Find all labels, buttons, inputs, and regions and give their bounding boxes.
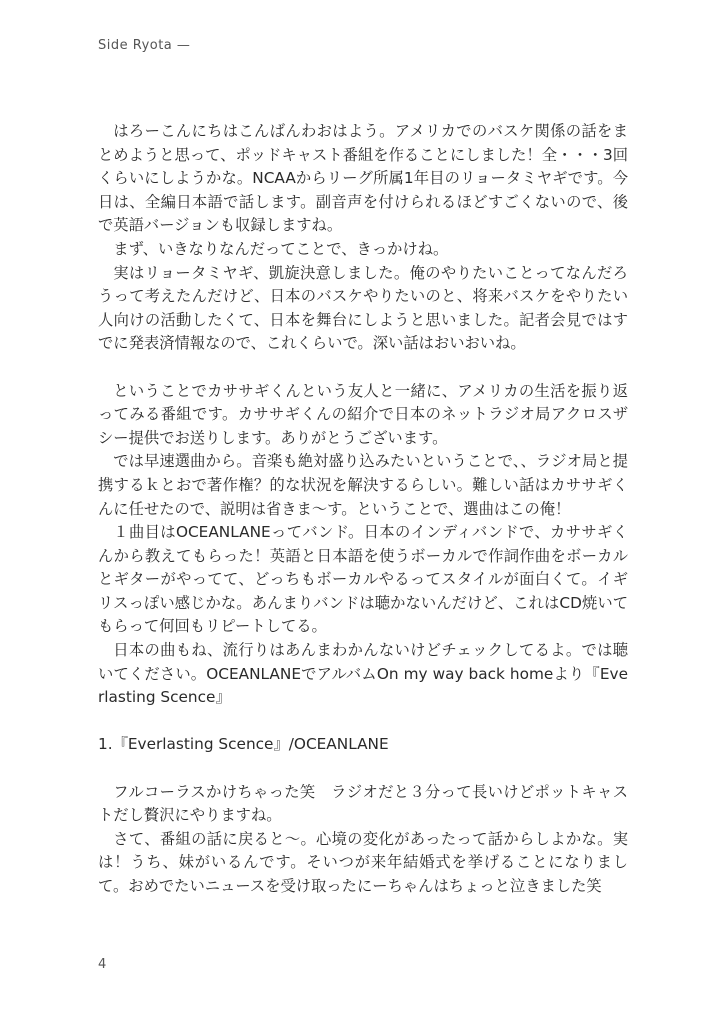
paragraph-sister: さて、番組の話に戻ると〜。心境の変化があったって話からしよかな。実は！うち、妹がいるんです。そいつが来年結婚式を挙げることになりまして。おめでたいニュースを受け取ったにーちゃんはちょっと泣きました笑 xyxy=(98,829,628,895)
paragraph-listen: 日本の曲もね、流行りはあんまわかんないけどチェックしてるよ。では聴いてください。OCEANLANEでアルバムOn my way back homeより『Everlasting Scence』 xyxy=(98,641,628,707)
paragraph-full-chorus: フルコーラスかけちゃった笑 ラジオだと３分って長いけどポットキャストだし贅沢にやりますね。 xyxy=(98,782,628,825)
paragraph-first-song: １曲目はOCEANLANEってバンド。日本のインディバンドで、カササギくんから教えてもらった！英語と日本語を使うボーカルで作詞作曲をボーカルとギターがやってて、どっちもボーカルやるってスタイルが面白くて。イギリスっぽい感じかな。あんまりバンドは聴かないんだけど、これはCD焼いてもらって何回もリピートしてる。 xyxy=(98,523,628,636)
track-title: 1.『Everlasting Scence』/OCEANLANE xyxy=(98,735,389,754)
paragraph-song-selection: では早速選曲から。音楽も絶対盛り込みたいということで、、ラジオ局と提携するｋとおで著作権？的な状況を解決するらしい。難しい話はカササギくんに任せたので、説明は省きま〜す。ということで、選曲はこの俺！ xyxy=(98,452,628,518)
page-number: 4 xyxy=(98,957,107,972)
paragraph-kikkake: まず、いきなりなんだってことで、きっかけね。 xyxy=(113,239,449,258)
paragraph-announcement: 実はリョータミヤギ、凱旋決意しました。俺のやりたいことってなんだろうって考えたんだけど、日本のバスケやりたいのと、将来バスケをやりたい人向けの活動したくて、日本を舞台にしようと思いました。記者会見ではすでに発表済情報なので、これくらいで。深い話はおいおいね。 xyxy=(98,263,628,353)
body-text xyxy=(98,120,628,899)
running-header: Side Ryota — xyxy=(98,38,191,53)
paragraph-program: ということでカササギくんという友人と一緒に、アメリカの生活を振り返ってみる番組です。カササギくんの紹介で日本のネットラジオ局アクロスザシー提供でお送りします。ありがとうございます。 xyxy=(98,381,628,447)
paragraph-intro: はろーこんにちはこんばんわおはよう。アメリカでのバスケ関係の話をまとめようと思って、ポッドキャスト番組を作ることにしました！全・・・3回くらいにしようかな。NCAAからリーグ所属1年目のリョータミヤギです。今日は、全編日本語で話します。副音声を付けられるほどすごくないので、後で英語バージョンも収録しますね。 xyxy=(98,122,628,235)
